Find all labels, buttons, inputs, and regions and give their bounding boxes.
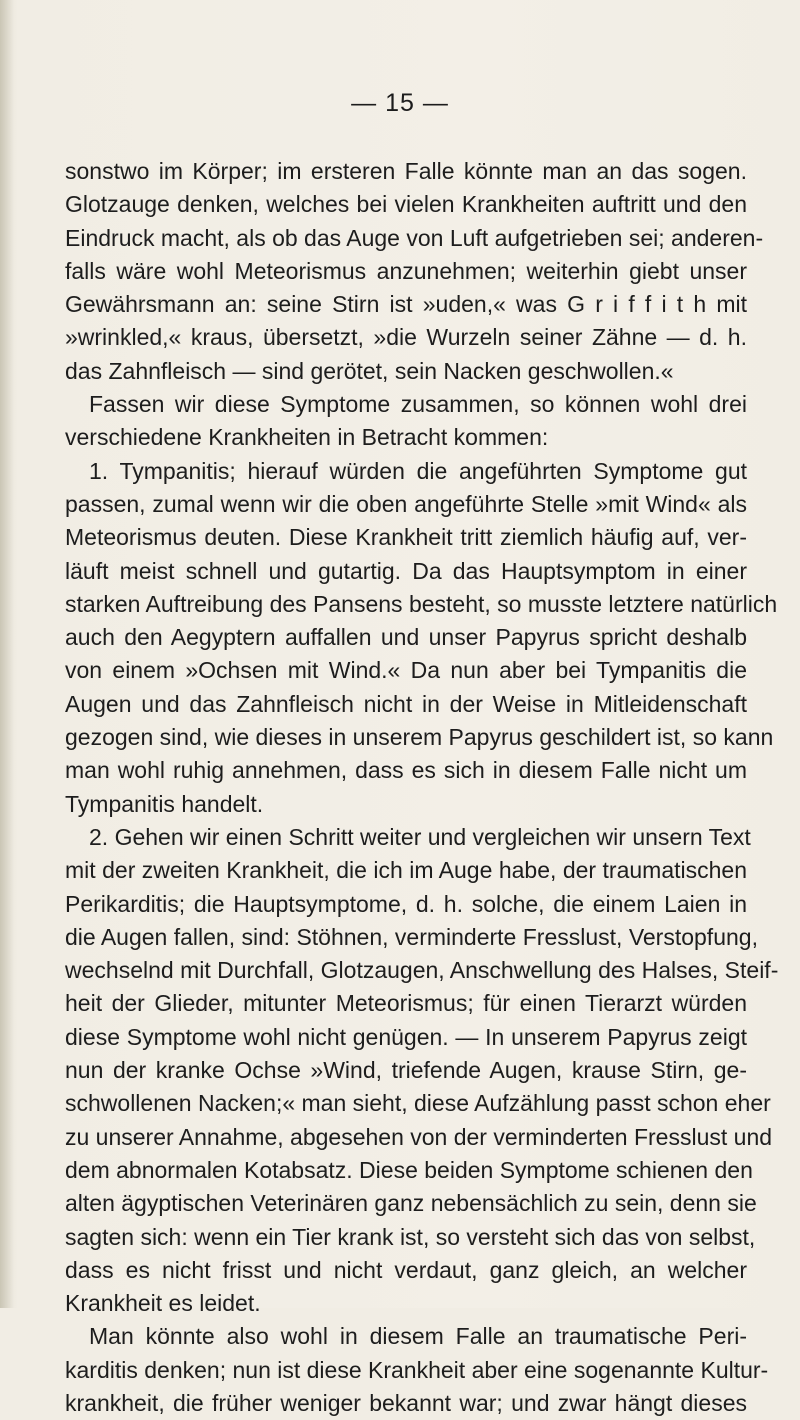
text-line: falls wäre wohl Meteorismus anzunehmen; weiterhin giebt unser: [65, 257, 747, 284]
text-line: Augen und das Zahnfleisch nicht in der Weise in Mitleidenschaft: [65, 690, 747, 717]
text-line: sonstwo im Körper; im ersteren Falle könnte man an das sogen.: [65, 158, 747, 184]
text-line: Eindruck macht, als ob das Auge von Luft aufgetrieben sei; anderen-: [65, 224, 764, 251]
text-line: wechselnd mit Durchfall, Glotzaugen, Anschwellung des Halses, Steif-: [65, 957, 779, 984]
text-line: Perikarditis; die Hauptsymptome, d. h. solche, die einem Laien in: [65, 890, 747, 917]
text-line: Man könnte also wohl in diesem Falle an traumatische Peri-: [89, 1323, 747, 1350]
text-line: Fassen wir diese Symptome zusammen, so können wohl drei: [89, 391, 747, 418]
text-line: krankheit, die früher weniger bekannt war; und zwar hängt dieses: [65, 1389, 747, 1416]
text-line: sagten sich: wenn ein Tier krank ist, so versteht sich das von selbst,: [65, 1223, 756, 1250]
text-line: 2. Gehen wir einen Schritt weiter und vergleichen wir unsern Text: [89, 823, 751, 850]
text-line: »wrinkled,« kraus, übersetzt, »die Wurzeln seiner Zähne — d. h.: [65, 324, 747, 351]
text-line: Glotzauge denken, welches bei vielen Krankheiten auftritt und den: [65, 191, 747, 218]
text-line: verschiedene Krankheiten in Betracht kommen:: [65, 424, 549, 451]
text-line: diese Symptome wohl nicht genügen. — In unserem Papyrus zeigt: [65, 1023, 747, 1050]
text-line: das Zahnfleisch — sind gerötet, sein Nacken geschwollen.«: [65, 357, 674, 384]
text-line: die Augen fallen, sind: Stöhnen, verminderte Fresslust, Verstopfung,: [65, 923, 758, 950]
text-line: Krankheit es leidet.: [65, 1290, 261, 1317]
page-gutter-shadow: [0, 0, 14, 1308]
text-line: läuft meist schnell und gutartig. Da das Hauptsymptom in einer: [65, 557, 747, 584]
text-line: mit der zweiten Krankheit, die ich im Auge habe, der traumatischen: [65, 857, 747, 884]
text-line: karditis denken; nun ist diese Krankheit aber eine sogenannte Kultur-: [65, 1356, 769, 1383]
page-number: — 15 —: [351, 89, 449, 117]
text-line: gezogen sind, wie dieses in unserem Papyrus geschildert ist, so kann: [65, 724, 774, 751]
text-line: von einem »Ochsen mit Wind.« Da nun aber bei Tympanitis die: [65, 657, 747, 684]
text-line: auch den Aegyptern auffallen und unser Papyrus spricht deshalb: [65, 624, 747, 651]
text-line: schwollenen Nacken;« man sieht, diese Aufzählung passt schon eher: [65, 1090, 771, 1117]
text-line: dem abnormalen Kotabsatz. Diese beiden Symptome schienen den: [65, 1156, 753, 1183]
text-line: nun der kranke Ochse »Wind, triefende Augen, krause Stirn, ge-: [65, 1057, 747, 1084]
body-text: [65, 155, 779, 1420]
text-line: man wohl ruhig annehmen, dass es sich in diesem Falle nicht um: [65, 757, 747, 784]
text-line: Gewährsmann an: seine Stirn ist »uden,« was G r i f f i t h mit: [65, 291, 747, 318]
text-line: alten ägyptischen Veterinären ganz nebensächlich zu sein, denn sie: [65, 1190, 757, 1217]
text-line: Tympanitis handelt.: [65, 790, 264, 817]
text-line: starken Auftreibung des Pansens besteht, so musste letztere natürlich: [65, 590, 778, 617]
text-line: heit der Glieder, mitunter Meteorismus; für einen Tierarzt würden: [65, 990, 747, 1017]
text-line: zu unserer Annahme, abgesehen von der verminderten Fresslust und: [65, 1123, 773, 1150]
text-line: dass es nicht frisst und nicht verdaut, ganz gleich, an welcher: [65, 1256, 747, 1283]
text-line: passen, zumal wenn wir die oben angeführte Stelle »mit Wind« als: [65, 490, 747, 517]
text-line: 1. Tympanitis; hierauf würden die angeführten Symptome gut: [89, 457, 747, 484]
text-line: Meteorismus deuten. Diese Krankheit tritt ziemlich häufig auf, ver-: [65, 524, 747, 551]
